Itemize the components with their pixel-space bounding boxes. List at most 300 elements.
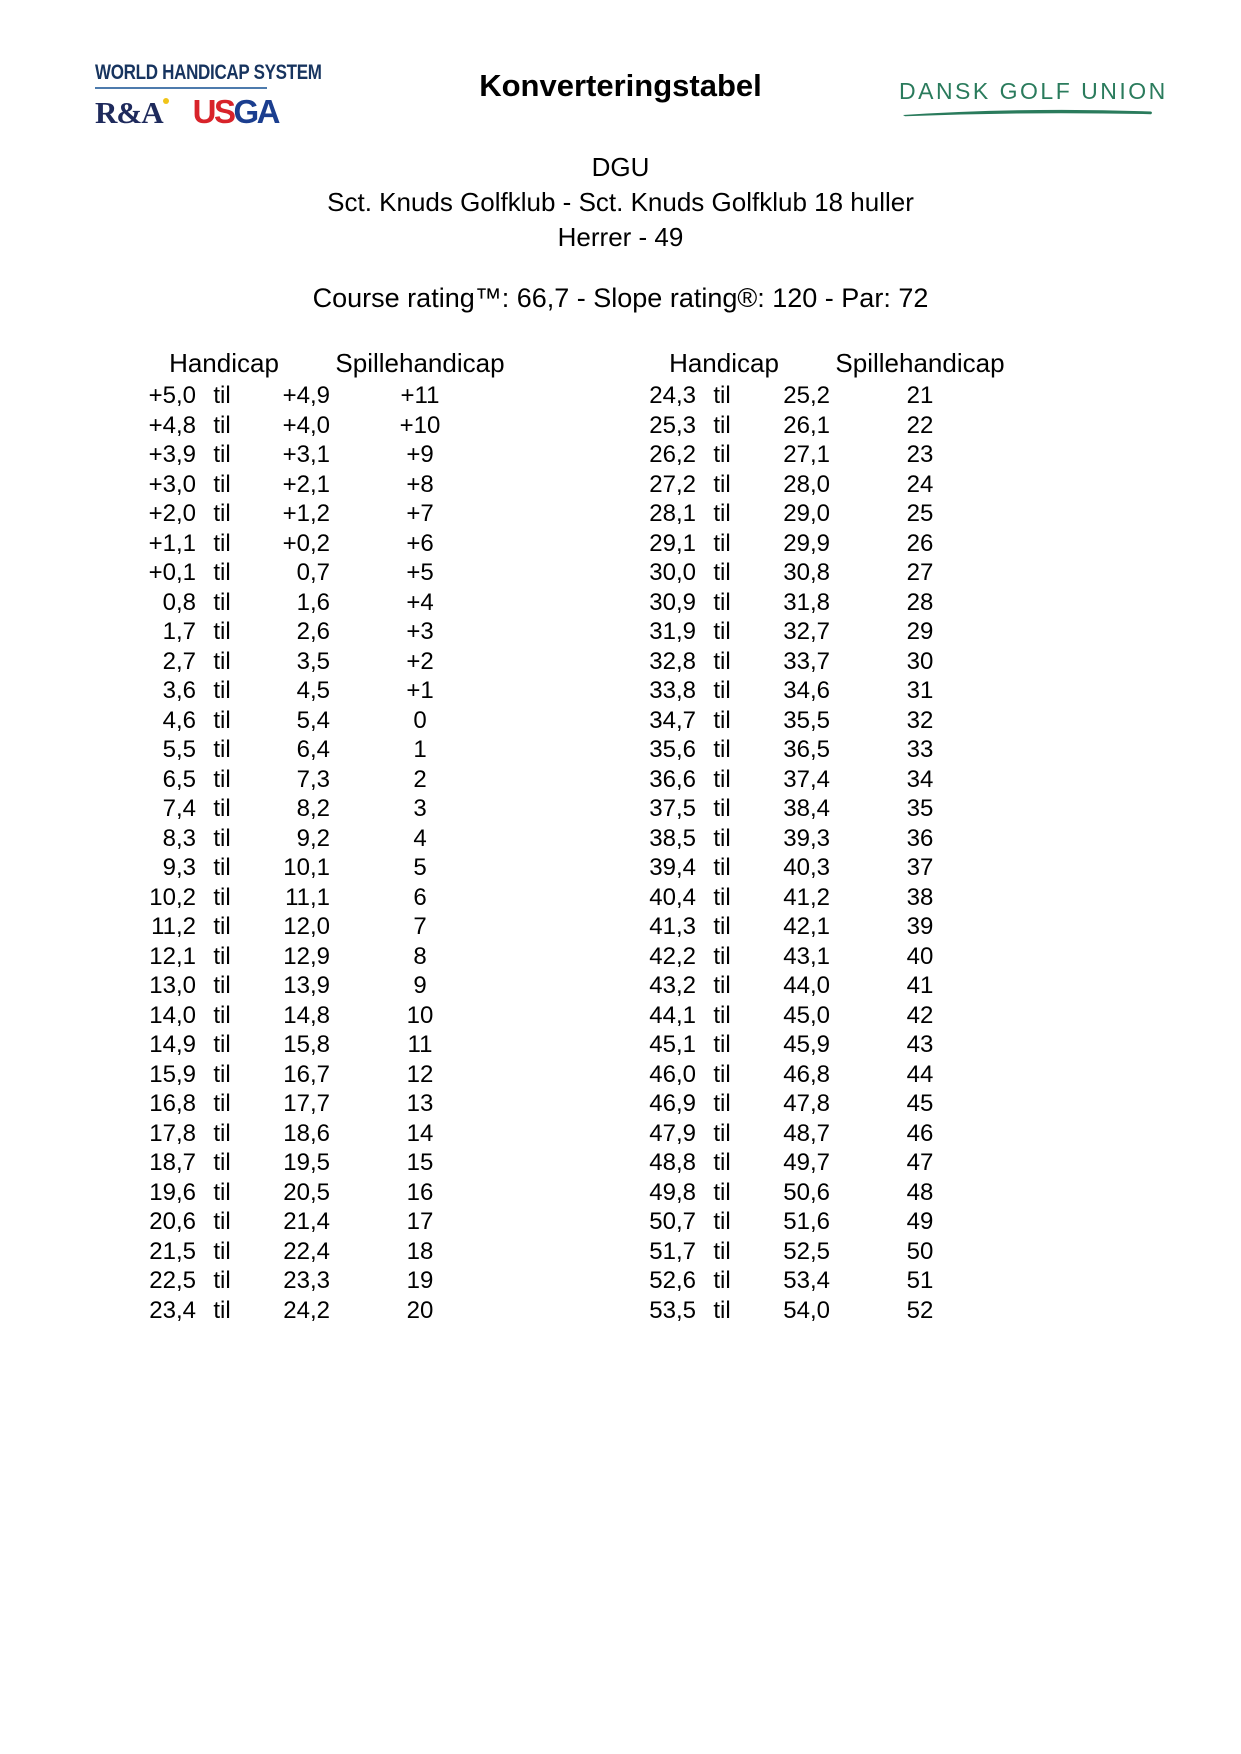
table-row [118,1149,510,1179]
usga-logo-ga: GA [233,93,278,130]
handicap-from-value: 43,2 [649,972,696,999]
handicap-to-value: 11,1 [285,883,330,911]
spillehandicap-value: 3 [413,795,427,822]
handicap-to-value: 38,4 [783,795,830,822]
range-separator: til [713,470,731,498]
table-row [618,500,1010,530]
spillehandicap-value: 2 [413,765,427,793]
range-separator: til [713,1208,731,1235]
handicap-from-value: 36,6 [649,765,696,793]
handicap-to-value: 13,9 [283,972,330,999]
handicap-to-value: 10,1 [283,854,330,881]
handicap-to-value: 30,8 [783,559,830,586]
spillehandicap-value: 31 [906,677,934,704]
handicap-from-value: 32,8 [649,647,696,675]
handicap-to-value: 20,5 [283,1178,330,1206]
handicap-from-value: +4,8 [148,411,196,439]
table-row [118,1061,510,1091]
table-row [618,1061,1010,1091]
spillehandicap-value: 42 [906,1001,934,1029]
table-body [118,382,510,1326]
range-separator: til [213,647,231,675]
spillehandicap-value: 47 [906,1149,934,1176]
handicap-to-value: 24,2 [283,1296,330,1324]
table-row [618,559,1010,589]
table-row [118,1267,510,1297]
range-separator: til [713,942,731,970]
spillehandicap-value: 38 [906,883,934,911]
table-row [618,471,1010,501]
handicap-to-value: 47,8 [783,1090,830,1117]
handicap-to-value: +4,0 [282,411,330,439]
handicap-to-value: 7,3 [296,765,330,793]
spillehandicap-value: 43 [906,1031,934,1058]
handicap-to-value: 35,5 [783,706,830,734]
range-separator: til [713,854,731,881]
club-course-name: Sct. Knuds Golfklub - Sct. Knuds Golfklub 18 huller [327,187,914,217]
spillehandicap-value: 10 [406,1001,434,1029]
spillehandicap-value: 13 [406,1090,434,1117]
table-row [618,707,1010,737]
handicap-to-value: 34,6 [783,677,830,704]
handicap-to-value: 14,8 [283,1001,330,1029]
table-row [118,500,510,530]
handicap-from-value: 4,6 [162,706,196,734]
range-separator: til [213,382,231,409]
handicap-to-value: +0,2 [282,529,330,557]
handicap-from-value: 40,4 [649,883,696,911]
range-separator: til [213,1031,231,1058]
dgu-swoosh-icon [899,107,1155,117]
handicap-to-value: 23,3 [283,1267,330,1294]
spillehandicap-value: 34 [906,765,934,793]
spillehandicap-column-header: Spillehandicap [335,348,505,378]
handicap-column-header: Handicap [169,348,279,378]
handicap-from-value: 33,8 [649,677,696,704]
spillehandicap-value: 51 [906,1267,934,1294]
handicap-from-value: 46,0 [649,1060,696,1088]
spillehandicap-value: 36 [906,824,934,852]
spillehandicap-value: +1 [406,677,434,704]
handicap-to-value: 50,6 [783,1178,830,1206]
table-row [118,736,510,766]
document-subtitles [0,150,1241,255]
spillehandicap-value: 28 [906,588,934,616]
course-slope-par-line: Course rating™: 66,7 - Slope rating®: 120 - Par: 72 [312,283,929,313]
spillehandicap-value: 4 [413,824,427,852]
table-row [118,884,510,914]
range-separator: til [213,1060,231,1088]
table-row [118,795,510,825]
table-header-row [118,348,510,382]
handicap-from-value: 8,3 [162,824,196,852]
range-separator: til [213,824,231,852]
handicap-from-value: 26,2 [649,441,696,468]
handicap-to-value: 48,7 [783,1119,830,1147]
range-separator: til [713,1090,731,1117]
spillehandicap-value: 29 [906,618,934,645]
handicap-from-value: 19,6 [149,1178,196,1206]
handicap-from-value: +5,0 [148,382,196,409]
range-separator: til [713,529,731,557]
handicap-from-value: 47,9 [649,1119,696,1147]
range-separator: til [713,913,731,940]
range-separator: til [213,677,231,704]
spillehandicap-value: 8 [413,942,427,970]
table-row [618,1090,1010,1120]
table-row [618,736,1010,766]
handicap-to-value: 5,4 [296,706,330,734]
handicap-from-value: 10,2 [149,883,196,911]
handicap-from-value: 15,9 [149,1060,196,1088]
table-row [118,412,510,442]
spillehandicap-value: +7 [406,500,434,527]
spillehandicap-value: 17 [406,1208,434,1235]
spillehandicap-value: 37 [906,854,934,881]
spillehandicap-value: 5 [413,854,427,881]
handicap-to-value: 16,7 [283,1060,330,1088]
handicap-from-value: 22,5 [149,1267,196,1294]
handicap-from-value: 38,5 [649,824,696,852]
table-row [618,795,1010,825]
conversion-tables [0,348,1241,1326]
spillehandicap-value: +6 [406,529,434,557]
handicap-from-value: 9,3 [162,854,196,881]
handicap-from-value: 11,2 [151,913,196,940]
table-row [118,677,510,707]
handicap-from-value: 2,7 [162,647,196,675]
spillehandicap-value: +11 [400,382,440,409]
handicap-from-value: +0,1 [148,559,196,586]
range-separator: til [713,1237,731,1265]
range-separator: til [713,765,731,793]
handicap-from-value: +3,9 [148,441,196,468]
handicap-to-value: 28,0 [783,470,830,498]
handicap-from-value: 35,6 [649,736,696,763]
spillehandicap-value: 41 [906,972,934,999]
whs-wordmark: WORLD HANDICAP SYSTEM [95,60,322,84]
handicap-to-value: 39,3 [783,824,830,852]
table-row [118,854,510,884]
conversion-table-left [118,348,510,1326]
handicap-to-value: 52,5 [783,1237,830,1265]
range-separator: til [213,1208,231,1235]
table-row [618,1208,1010,1238]
table-body [618,382,1010,1326]
range-separator: til [213,795,231,822]
handicap-from-value: 18,7 [149,1149,196,1176]
table-row [118,1297,510,1327]
handicap-from-value: 14,0 [149,1001,196,1029]
range-separator: til [713,1267,731,1294]
spillehandicap-value: 20 [406,1296,434,1324]
range-separator: til [713,1001,731,1029]
spillehandicap-column-header: Spillehandicap [835,348,1005,378]
handicap-from-value: 42,2 [649,942,696,970]
spillehandicap-value: 52 [906,1296,934,1324]
range-separator: til [213,736,231,763]
handicap-to-value: 17,7 [283,1090,330,1117]
handicap-to-value: +1,2 [282,500,330,527]
spillehandicap-value: 19 [406,1267,434,1294]
handicap-to-value: 27,1 [783,441,830,468]
handicap-from-value: 41,3 [649,913,696,940]
spillehandicap-value: 39 [906,913,934,940]
handicap-from-value: 17,8 [149,1119,196,1147]
handicap-to-value: 21,4 [283,1208,330,1235]
handicap-from-value: +2,0 [148,500,196,527]
spillehandicap-value: 46 [906,1119,934,1147]
table-row [118,559,510,589]
spillehandicap-value: 27 [906,559,934,586]
range-separator: til [213,706,231,734]
table-row [618,1179,1010,1209]
table-row [118,589,510,619]
spillehandicap-value: 22 [906,411,934,439]
table-row [118,530,510,560]
usga-logo-us: US [192,93,234,130]
range-separator: til [713,1060,731,1088]
range-separator: til [713,1031,731,1058]
handicap-from-value: 21,5 [149,1237,196,1265]
handicap-to-value: 41,2 [783,883,830,911]
table-row [118,913,510,943]
table-row [118,972,510,1002]
handicap-from-value: 37,5 [649,795,696,822]
range-separator: til [213,559,231,586]
range-separator: til [213,588,231,616]
table-row [118,382,510,412]
handicap-from-value: 16,8 [149,1090,196,1117]
range-separator: til [713,588,731,616]
handicap-from-value: 39,4 [649,854,696,881]
handicap-to-value: 26,1 [783,411,830,439]
table-row [618,943,1010,973]
handicap-to-value: 51,6 [783,1208,830,1235]
range-separator: til [713,795,731,822]
player-category: Herrer - 49 [557,222,684,252]
table-row [118,1238,510,1268]
organisation-name: DGU [591,152,650,182]
range-separator: til [213,1090,231,1117]
spillehandicap-value: 0 [413,706,427,734]
handicap-from-value: 51,7 [649,1237,696,1265]
range-separator: til [213,411,231,439]
handicap-to-value: 9,2 [296,824,330,852]
handicap-to-value: +4,9 [282,382,330,409]
table-row [118,618,510,648]
handicap-from-value: 20,6 [149,1208,196,1235]
range-separator: til [713,441,731,468]
range-separator: til [213,913,231,940]
table-row [618,1002,1010,1032]
handicap-from-value: 50,7 [649,1208,696,1235]
range-separator: til [213,500,231,527]
handicap-to-value: 22,4 [283,1237,330,1265]
table-row [618,1031,1010,1061]
table-row [618,1297,1010,1327]
handicap-from-value: 1,7 [162,618,196,645]
spillehandicap-value: 14 [406,1119,434,1147]
range-separator: til [713,824,731,852]
table-row [118,707,510,737]
range-separator: til [213,765,231,793]
table-row [118,943,510,973]
table-row [118,1090,510,1120]
table-row [118,766,510,796]
spillehandicap-value: +9 [406,441,434,468]
page-title: Konverteringstabel [479,68,762,103]
table-row [618,648,1010,678]
spillehandicap-value: +2 [406,647,434,675]
table-row [118,471,510,501]
handicap-from-value: 25,3 [649,411,696,439]
spillehandicap-value: 18 [406,1237,434,1265]
handicap-to-value: 31,8 [783,588,830,616]
range-separator: til [213,1237,231,1265]
handicap-from-value: 6,5 [162,765,196,793]
range-separator: til [213,1178,231,1206]
handicap-from-value: 46,9 [649,1090,696,1117]
handicap-to-value: 37,4 [783,765,830,793]
table-row [118,1002,510,1032]
table-row [118,1031,510,1061]
handicap-to-value: 36,5 [783,736,830,763]
handicap-from-value: 30,9 [649,588,696,616]
handicap-to-value: 2,6 [296,618,330,645]
spillehandicap-value: 26 [906,529,934,557]
handicap-to-value: +2,1 [282,470,330,498]
spillehandicap-value: 35 [906,795,934,822]
table-row [618,854,1010,884]
range-separator: til [713,736,731,763]
range-separator: til [213,1149,231,1176]
handicap-from-value: 0,8 [162,588,196,616]
table-row [118,1208,510,1238]
handicap-from-value: 31,9 [649,618,696,645]
table-row [618,618,1010,648]
handicap-to-value: 25,2 [783,382,830,409]
handicap-from-value: 49,8 [649,1178,696,1206]
handicap-from-value: 5,5 [162,736,196,763]
range-separator: til [713,677,731,704]
handicap-to-value: 3,5 [296,647,330,675]
handicap-to-value: 29,9 [783,529,830,557]
spillehandicap-value: 6 [413,883,427,911]
spillehandicap-value: 16 [406,1178,434,1206]
spillehandicap-value: 32 [906,706,934,734]
spillehandicap-value: 50 [906,1237,934,1265]
range-separator: til [713,382,731,409]
handicap-from-value: 7,4 [162,795,196,822]
document-header [0,0,1241,150]
table-row [618,766,1010,796]
handicap-to-value: 54,0 [783,1296,830,1324]
range-separator: til [713,1119,731,1147]
handicap-from-value: 45,1 [649,1031,696,1058]
handicap-to-value: 1,6 [296,588,330,616]
table-row [118,825,510,855]
dansk-golf-union-logo [899,78,1168,117]
spillehandicap-value: 11 [407,1031,433,1058]
table-row [618,1238,1010,1268]
range-separator: til [713,618,731,645]
table-row [618,530,1010,560]
table-row [618,677,1010,707]
table-row [118,1120,510,1150]
table-row [618,1120,1010,1150]
handicap-to-value: +3,1 [282,441,330,468]
spillehandicap-value: 48 [906,1178,934,1206]
range-separator: til [213,618,231,645]
handicap-from-value: +3,0 [148,470,196,498]
spillehandicap-value: 33 [906,736,934,763]
range-separator: til [213,942,231,970]
handicap-from-value: 29,1 [649,529,696,557]
handicap-to-value: 33,7 [783,647,830,675]
handicap-from-value: 3,6 [162,677,196,704]
handicap-to-value: 43,1 [783,942,830,970]
handicap-to-value: 53,4 [783,1267,830,1294]
handicap-to-value: 44,0 [783,972,830,999]
range-separator: til [213,1001,231,1029]
handicap-from-value: 48,8 [649,1149,696,1176]
table-row [618,1267,1010,1297]
handicap-to-value: 29,0 [783,500,830,527]
range-separator: til [213,1296,231,1324]
table-row [618,825,1010,855]
table-row [118,1179,510,1209]
spillehandicap-value: 15 [406,1149,434,1176]
handicap-from-value: 52,6 [649,1267,696,1294]
handicap-to-value: 8,2 [296,795,330,822]
handicap-column-header: Handicap [669,348,779,378]
handicap-to-value: 0,7 [296,559,330,586]
handicap-from-value: 12,1 [149,942,196,970]
range-separator: til [213,1119,231,1147]
handicap-from-value: 30,0 [649,559,696,586]
table-row [118,441,510,471]
range-separator: til [713,411,731,439]
spillehandicap-value: 1 [413,736,427,763]
spillehandicap-value: 40 [906,942,934,970]
range-separator: til [213,883,231,911]
spillehandicap-value: 24 [906,470,934,498]
range-separator: til [213,441,231,468]
handicap-to-value: 15,8 [283,1031,330,1058]
range-separator: til [713,1178,731,1206]
handicap-from-value: 13,0 [149,972,196,999]
spillehandicap-value: 23 [906,441,934,468]
range-separator: til [713,883,731,911]
spillehandicap-value: 49 [906,1208,934,1235]
spillehandicap-value: +5 [406,559,434,586]
handicap-from-value: 53,5 [649,1296,696,1324]
handicap-to-value: 4,5 [296,677,330,704]
spillehandicap-value: 44 [906,1060,934,1088]
handicap-to-value: 12,0 [283,913,330,940]
handicap-to-value: 6,4 [296,736,330,763]
table-row [118,648,510,678]
table-row [618,382,1010,412]
handicap-to-value: 32,7 [783,618,830,645]
range-separator: til [213,529,231,557]
handicap-to-value: 12,9 [283,942,330,970]
range-separator: til [713,972,731,999]
handicap-to-value: 45,9 [783,1031,830,1058]
table-row [618,884,1010,914]
handicap-to-value: 46,8 [783,1060,830,1088]
